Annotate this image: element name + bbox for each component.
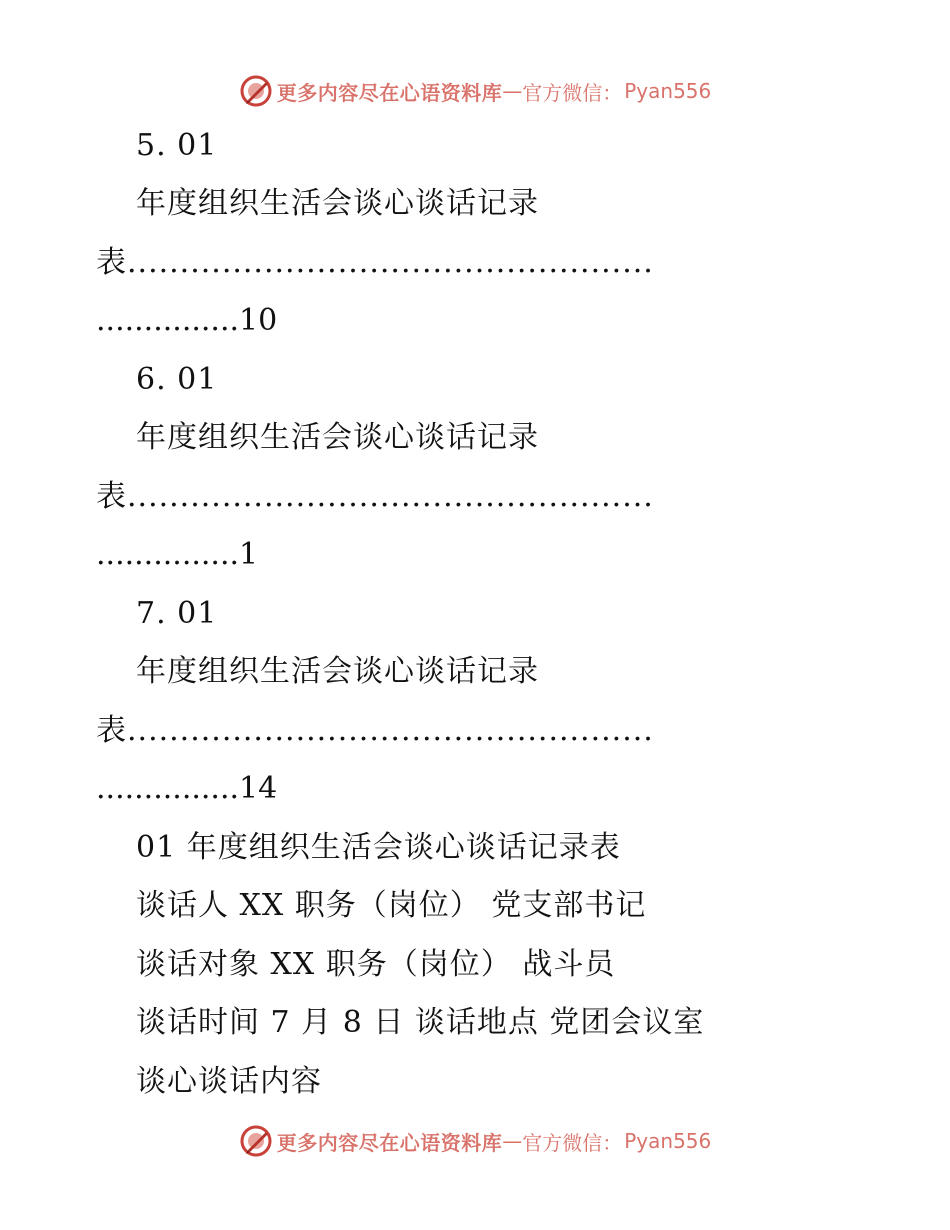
watermark-main-text: 更多内容尽在心语资料库 xyxy=(276,80,503,105)
watermark-sub-text: 官方微信： xyxy=(522,80,623,105)
watermark-wechat-id: Pyan556 xyxy=(624,79,712,103)
pen-logo-icon xyxy=(239,1124,273,1158)
record-content-label: 谈心谈话内容 xyxy=(136,1064,322,1099)
toc-entry-number: 7. 01 xyxy=(136,596,218,631)
watermark-dash: — xyxy=(502,79,523,103)
toc-entry-leader: 表.................................................. xyxy=(96,479,654,514)
watermark-wechat-id: Pyan556 xyxy=(624,1129,712,1153)
footer-watermark xyxy=(0,1121,950,1161)
watermark-main-text: 更多内容尽在心语资料库 xyxy=(276,1130,503,1155)
toc-entry-number: 6. 01 xyxy=(136,362,218,397)
watermark-dash: — xyxy=(502,1129,523,1153)
toc-entry-number: 5. 01 xyxy=(136,128,218,163)
header-watermark xyxy=(0,71,950,111)
watermark-sub-text: 官方微信： xyxy=(522,1130,623,1155)
toc-entry-title: 年度组织生活会谈心谈话记录 xyxy=(136,654,539,689)
pen-logo-icon xyxy=(239,74,273,108)
toc-entry-page: ...............10 xyxy=(96,303,278,338)
record-interviewee: 谈话对象 XX 职务（岗位） 战斗员 xyxy=(136,947,616,982)
record-time-place: 谈话时间 7 月 8 日 谈话地点 党团会议室 xyxy=(136,1005,705,1040)
toc-entry-title: 年度组织生活会谈心谈话记录 xyxy=(136,186,539,221)
record-interviewer: 谈话人 XX 职务（岗位） 党支部书记 xyxy=(136,888,647,923)
toc-entry-title: 年度组织生活会谈心谈话记录 xyxy=(136,420,539,455)
toc-entry-leader: 表.................................................. xyxy=(96,245,654,280)
toc-entry-leader: 表.................................................. xyxy=(96,713,654,748)
record-heading: 01 年度组织生活会谈心谈话记录表 xyxy=(136,830,621,865)
toc-entry-page: ...............14 xyxy=(96,771,278,806)
toc-entry-page: ...............1 xyxy=(96,537,259,572)
